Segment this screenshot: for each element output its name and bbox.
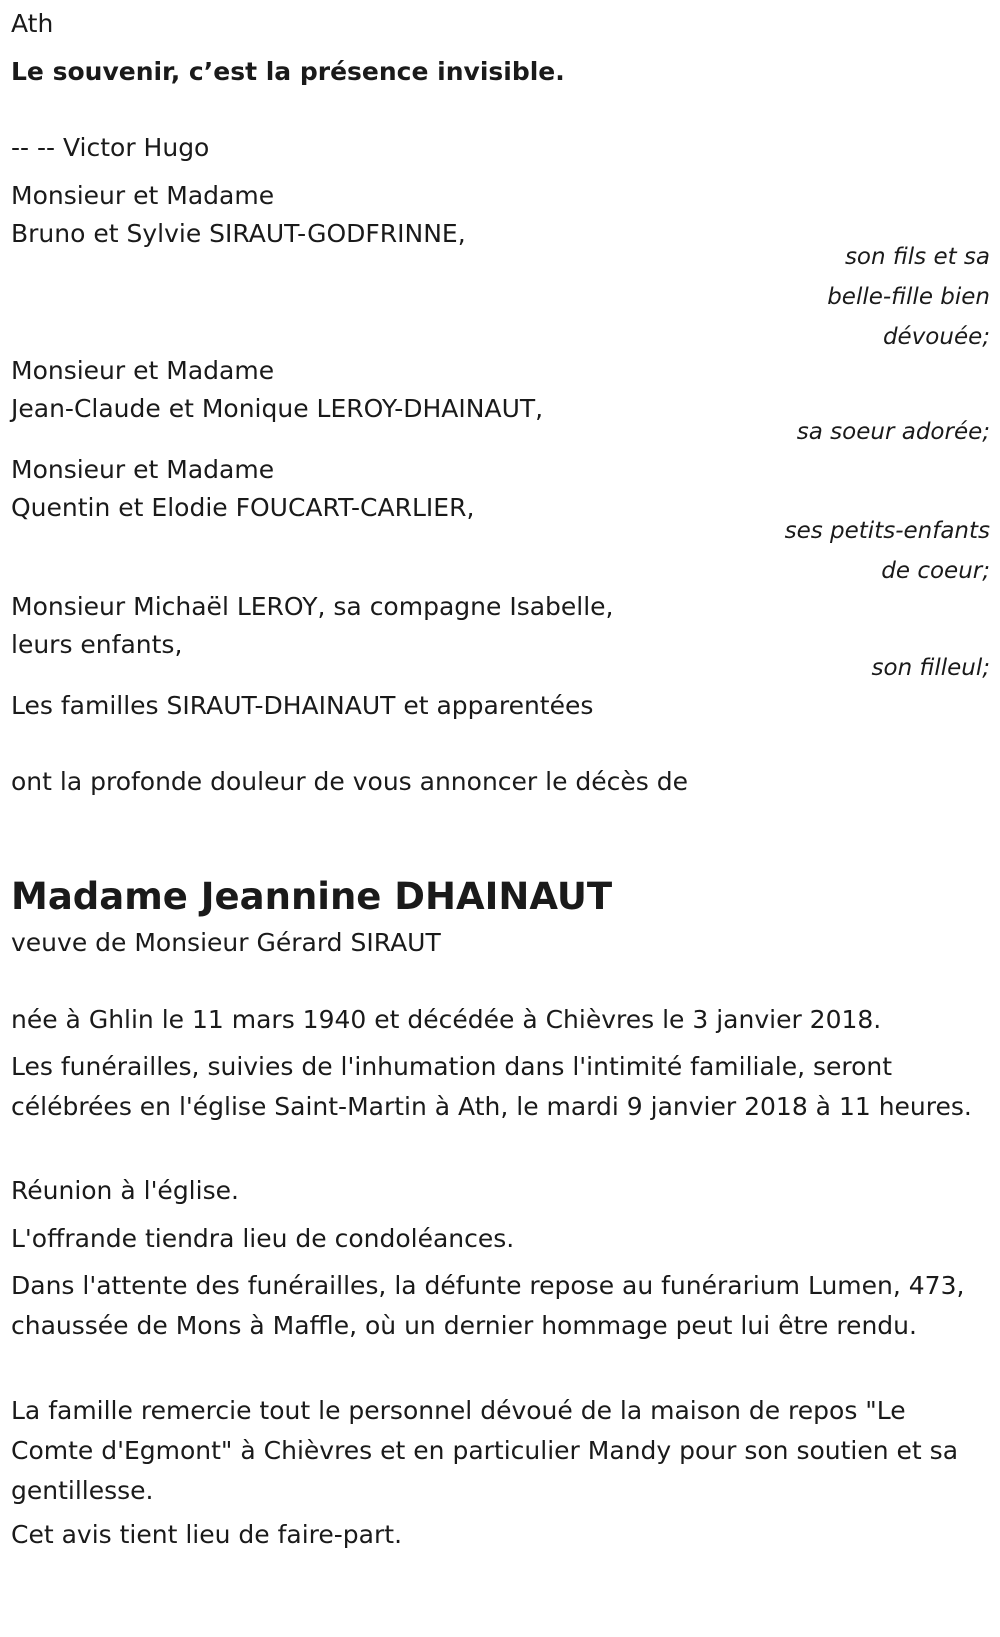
quote-author: -- -- Victor Hugo	[11, 133, 210, 162]
mourner-4-relation	[872, 648, 990, 688]
mourner-2-title: Monsieur et Madame	[11, 356, 275, 385]
location: Ath	[11, 9, 54, 38]
mourner-1-names: Bruno et Sylvie SIRAUT-GODFRINNE,	[11, 219, 466, 248]
mourner-4-names: leurs enfants,	[11, 630, 183, 659]
relation-line: belle-fille bien	[827, 284, 990, 310]
quote-text: Le souvenir, c’est la présence invisible.	[11, 57, 565, 86]
mourner-1-relation	[827, 237, 990, 357]
announcement: ont la profonde douleur de vous annoncer le décès de	[11, 767, 689, 796]
mourner-3-title: Monsieur et Madame	[11, 455, 275, 484]
widow-of: veuve de Monsieur Gérard SIRAUT	[11, 928, 441, 957]
funeral-details: Les funérailles, suivies de l'inhumation dans l'intimité familiale, seront célébrées en l'église Saint-Martin à Ath, le mardi 9 janvier 2018 à 11 heures.	[11, 1052, 972, 1121]
relation-line: ses petits-enfants	[784, 518, 990, 544]
birth-death: née à Ghlin le 11 mars 1940 et décédée à Chièvres le 3 janvier 2018.	[11, 1005, 882, 1034]
relation-line: de coeur;	[881, 558, 990, 584]
offering: L'offrande tiendra lieu de condoléances.	[11, 1224, 515, 1253]
relation-line: son filleul;	[871, 655, 990, 681]
mourner-2-names: Jean-Claude et Monique LEROY-DHAINAUT,	[11, 394, 544, 423]
thanks: La famille remercie tout le personnel dévoué de la maison de repos "Le Comte d'Egmont" à Chièvres et en particulier Mandy pour son soutien et sa gentillesse.	[11, 1396, 959, 1505]
closing: Cet avis tient lieu de faire-part.	[11, 1520, 403, 1549]
mourner-2-relation	[797, 412, 990, 452]
viewing-details: Dans l'attente des funérailles, la défunte repose au funérarium Lumen, 473, chaussée de Mons à Maffle, où un dernier hommage peut lui être rendu.	[11, 1271, 965, 1340]
mourner-3-relation	[785, 511, 990, 591]
mourner-3-names: Quentin et Elodie FOUCART-CARLIER,	[11, 493, 475, 522]
mourner-1-title: Monsieur et Madame	[11, 181, 275, 210]
families: Les familles SIRAUT-DHAINAUT et apparentées	[11, 691, 594, 720]
deceased-name: Madame Jeannine DHAINAUT	[11, 875, 613, 918]
relation-line: son fils et sa	[844, 244, 990, 270]
meeting: Réunion à l'église.	[11, 1176, 239, 1205]
relation-line: dévouée;	[882, 324, 990, 350]
relation-line: sa soeur adorée;	[796, 419, 990, 445]
mourner-4-title: Monsieur Michaël LEROY, sa compagne Isabelle,	[11, 592, 614, 621]
